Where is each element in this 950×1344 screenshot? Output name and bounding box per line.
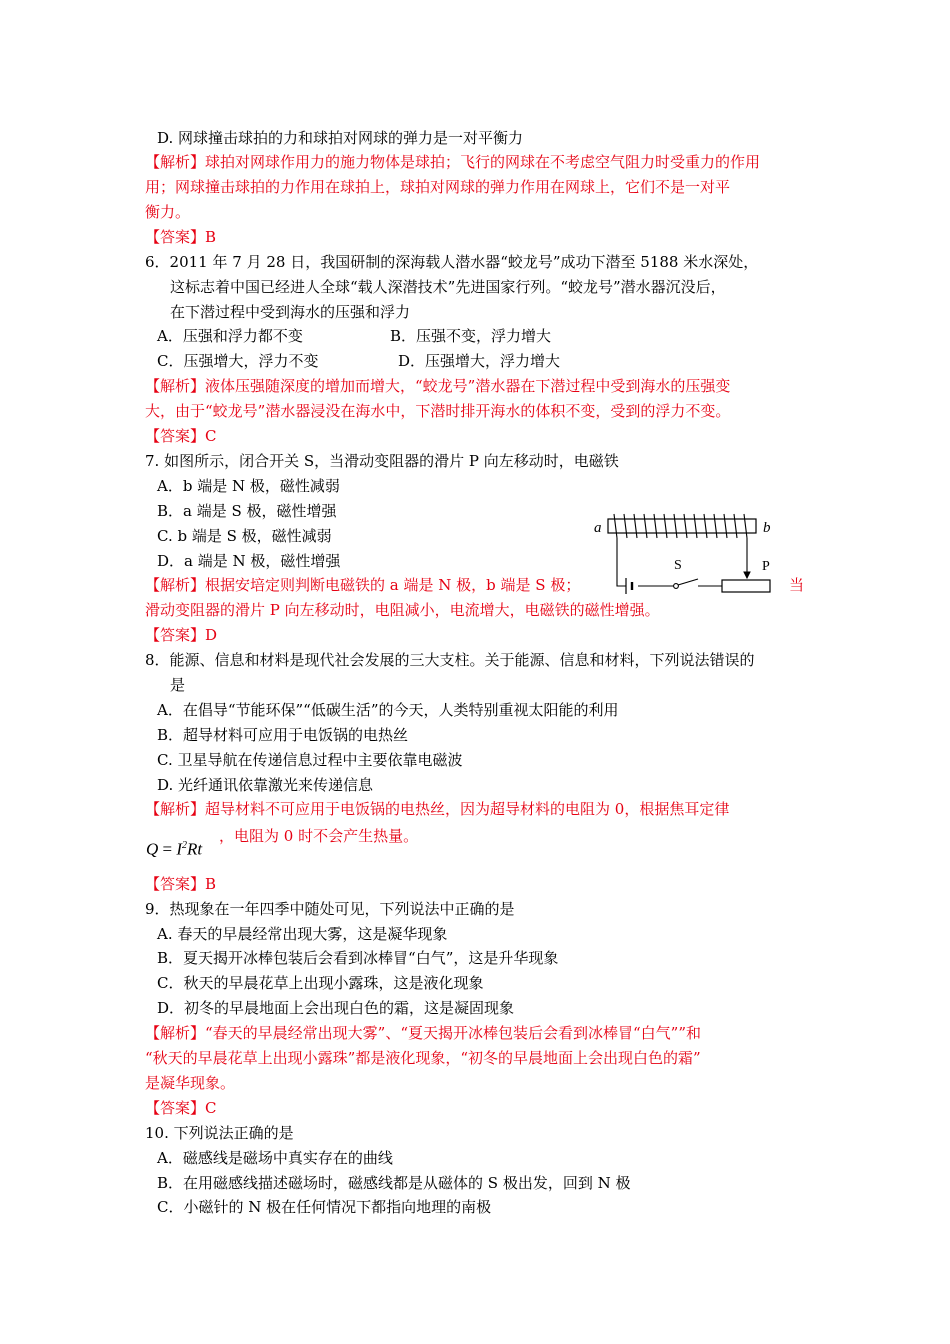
q7-analysis-line-2: 滑动变阻器的滑片 P 向左移动时，电阻减小，电流增大，电磁铁的磁性增强。: [145, 601, 660, 619]
q6-stem-line-2: 这标志着中国已经进人全球“载人深潜技术”先进国家行列。“蛟龙号”潜水器沉没后，: [170, 278, 726, 296]
q8-option-c: C. 卫星导航在传递信息过程中主要依靠电磁波: [157, 751, 463, 769]
q9-stem: 9．热现象在一年四季中随处可见，下列说法中正确的是: [145, 900, 515, 918]
q9-option-b: B．夏天揭开冰棒包装后会看到冰棒冒“白气”，这是升华现象: [157, 949, 559, 967]
q10-stem: 10. 下列说法正确的是: [145, 1124, 294, 1142]
q6-option-b: B．压强不变，浮力增大: [390, 327, 552, 345]
formula-exponent: 2: [182, 840, 188, 851]
q9-analysis-line-3: 是凝华现象。: [145, 1074, 236, 1092]
switch-s-icon: [674, 579, 698, 588]
q7-stem: 7. 如图所示，闭合开关 S，当滑动变阻器的滑片 P 向左移动时，电磁铁: [145, 452, 619, 470]
q8-analysis-line-1: 【解析】超导材料不可应用于电饭锅的电热丝，因为超导材料的电阻为 0，根据焦耳定律: [145, 800, 730, 818]
q9-analysis-line-2: “秋天的早晨花草上出现小露珠”都是液化现象，“初冬的早晨地面上会出现白色的霜”: [145, 1049, 701, 1067]
q5-analysis-line-2: 用；网球撞击球拍的力作用在球拍上，球拍对网球的弹力作用在网球上，它们不是一对平: [145, 178, 731, 196]
q6-analysis-line-1: 【解析】液体压强随深度的增加而增大，“蛟龙号”潜水器在下潜过程中受到海水的压强变: [145, 377, 731, 395]
q7-option-b: B．a 端是 S 极，磁性增强: [157, 502, 337, 520]
q9-option-d: D．初冬的早晨地面上会出现白色的霜，这是凝固现象: [157, 999, 515, 1017]
formula-i: I: [176, 839, 183, 859]
formula-rt: Rt: [187, 839, 203, 859]
q10-option-b: B．在用磁感线描述磁场时，磁感线都是从磁体的 S 极出发，回到 N 极: [157, 1174, 631, 1192]
label-s: S: [674, 558, 682, 573]
label-b: b: [763, 520, 771, 536]
q6-analysis-line-2: 大，由于“蛟龙号”潜水器浸没在海水中，下潜时排开海水的体积不变，受到的浮力不变。: [145, 402, 731, 420]
q9-answer: 【答案】C: [145, 1099, 217, 1117]
q9-analysis-line-1: 【解析】“春天的早晨经常出现大雾”、“夏天揭开冰棒包装后会看到冰棒冒“白气””和: [145, 1024, 702, 1042]
q8-stem-line-1: 8．能源、信息和材料是现代社会发展的三大支柱。关于能源、信息和材料，下列说法错误的: [145, 651, 755, 669]
q10-option-a: A．磁感线是磁场中真实存在的曲线: [157, 1149, 393, 1167]
q6-option-c: C．压强增大，浮力不变: [157, 352, 319, 370]
rheostat: [722, 580, 770, 592]
label-a: a: [594, 520, 602, 536]
q7-option-a: A．b 端是 N 极，磁性减弱: [157, 477, 340, 495]
q7-analysis-tail: 当: [789, 576, 805, 594]
q5-analysis-line-1: 【解析】球拍对网球作用力的施力物体是球拍；飞行的网球在不考虑空气阻力时受重力的作用: [145, 153, 761, 171]
q7-analysis-line-1: 【解析】根据安培定则判断电磁铁的 a 端是 N 极，b 端是 S 极；: [145, 576, 581, 594]
joule-law-formula: [146, 836, 202, 860]
electromagnet-circuit-figure: [590, 508, 790, 596]
q5-answer: 【答案】B: [145, 228, 217, 246]
q5-option-d: D. 网球撞击球拍的力和球拍对网球的弹力是一对平衡力: [157, 129, 524, 147]
q9-option-c: C．秋天的早晨花草上出现小露珠，这是液化现象: [157, 974, 484, 992]
coil: [614, 514, 747, 538]
q6-option-a: A．压强和浮力都不变: [157, 327, 303, 345]
label-p: P: [762, 559, 770, 574]
q6-stem-line-1: 6．2011 年 7 月 28 日，我国研制的深海载人潜水器“蛟龙号”成功下潜至 5188 米水深处，: [145, 253, 759, 271]
iron-core: [608, 519, 756, 533]
q9-option-a: A. 春天的早晨经常出现大雾，这是凝华现象: [157, 925, 448, 943]
circuit-wires: [617, 538, 747, 586]
q8-analysis-line-2: ，电阻为 0 时不会产生热量。: [219, 827, 419, 845]
q5-analysis-line-3: 衡力。: [145, 203, 191, 221]
formula-eq: =: [158, 839, 177, 859]
q6-stem-line-3: 在下潜过程中受到海水的压强和浮力: [170, 303, 411, 321]
q8-stem-line-2: 是: [170, 676, 186, 694]
q8-option-a: A．在倡导“节能环保”“低碳生活”的今天，人类特别重视太阳能的利用: [157, 701, 619, 719]
formula-q: Q: [146, 839, 159, 859]
q7-option-c: C. b 端是 S 极，磁性减弱: [157, 527, 332, 545]
q10-option-c: C．小磁针的 N 极在任何情况下都指向地理的南极: [157, 1198, 492, 1216]
q7-answer: 【答案】D: [145, 626, 218, 644]
q6-answer: 【答案】C: [145, 427, 217, 445]
q7-option-d: D．a 端是 N 极，磁性增强: [157, 552, 341, 570]
q6-option-d: D．压强增大，浮力增大: [398, 352, 561, 370]
q8-option-b: B．超导材料可应用于电饭锅的电热丝: [157, 726, 409, 744]
battery-icon: [626, 578, 632, 594]
q8-option-d: D. 光纤通讯依靠激光来传递信息: [157, 776, 374, 794]
q8-answer: 【答案】B: [145, 875, 217, 893]
slider-p-icon: [744, 572, 750, 578]
